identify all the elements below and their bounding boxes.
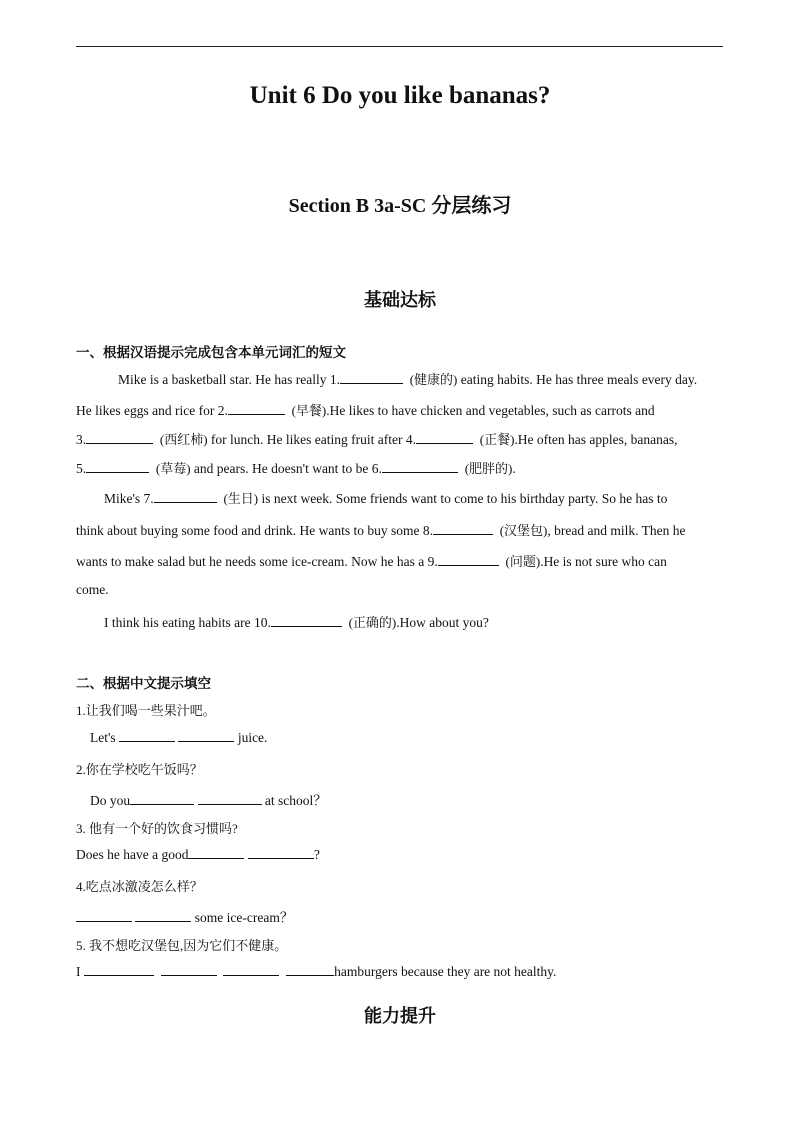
passage-line-2: He likes eggs and rice for 2. (早餐).He likes to have chicken and vegetables, such as carrots and bbox=[76, 403, 655, 418]
blank-3[interactable] bbox=[86, 432, 153, 444]
passage-line-3: 3. (西红柿) for lunch. He likes eating fruit after 4. (正餐).He often has apples, bananas, bbox=[76, 432, 678, 447]
blank-2[interactable] bbox=[228, 403, 285, 415]
passage-line-1: Mike is a basketball star. He has really 1. (健康的) eating habits. He has three meals every day. bbox=[118, 372, 698, 387]
answer-line-3: Does he have a good ? bbox=[76, 847, 320, 862]
page-title: Unit 6 Do you like bananas? bbox=[249, 82, 551, 109]
question-2: 2.你在学校吃午饭吗？ bbox=[76, 762, 203, 777]
blank-q1-a[interactable] bbox=[119, 730, 175, 742]
answer-line-4: some ice-cream？ bbox=[76, 906, 293, 926]
answer-line-1: Let's juice. bbox=[90, 730, 268, 745]
part1-heading: 一、根据汉语提示完成包含本单元词汇的短文 bbox=[76, 345, 346, 361]
blank-10[interactable] bbox=[271, 615, 342, 627]
answer-line-5: I hamburgers because they are not healthy. bbox=[76, 964, 557, 979]
blank-9[interactable] bbox=[438, 554, 499, 566]
blank-q5-b[interactable] bbox=[161, 964, 217, 976]
blank-q2-b[interactable] bbox=[198, 793, 262, 805]
blank-8[interactable] bbox=[433, 523, 493, 535]
question-3: 3. 他有一个好的饮食习惯吗? bbox=[76, 821, 238, 836]
section-subtitle: Section B 3a-SC 分层练习 bbox=[288, 195, 512, 217]
blank-q1-b[interactable] bbox=[178, 730, 234, 742]
question-1: 1.让我们喝一些果汁吧。 bbox=[76, 703, 216, 718]
blank-q4-a[interactable] bbox=[76, 910, 132, 922]
blank-4[interactable] bbox=[416, 432, 473, 444]
blank-q3-a[interactable] bbox=[188, 847, 244, 859]
blank-1[interactable] bbox=[340, 372, 403, 384]
level-heading-basic: 基础达标 bbox=[364, 290, 436, 310]
blank-q5-a[interactable] bbox=[84, 964, 154, 976]
blank-q5-c[interactable] bbox=[223, 964, 279, 976]
blank-7[interactable] bbox=[154, 491, 217, 503]
blank-q2-a[interactable] bbox=[130, 793, 194, 805]
blank-q3-b[interactable] bbox=[248, 847, 314, 859]
question-5: 5. 我不想吃汉堡包,因为它们不健康。 bbox=[76, 938, 288, 953]
blank-6[interactable] bbox=[382, 461, 458, 473]
passage-line-7: wants to make salad but he needs some ice-cream. Now he has a 9. (问题).He is not sure who can bbox=[76, 554, 667, 569]
blank-q5-d[interactable] bbox=[286, 964, 334, 976]
blank-q4-b[interactable] bbox=[135, 910, 191, 922]
passage-line-6: think about buying some food and drink. He wants to buy some 8. (汉堡包), bread and milk. Then he bbox=[76, 523, 686, 538]
part2-heading: 二、根据中文提示填空 bbox=[76, 676, 211, 692]
passage-line-8: come. bbox=[76, 582, 109, 597]
passage-line-4: 5. (草莓) and pears. He doesn't want to be 6. (肥胖的). bbox=[76, 461, 516, 476]
question-4: 4.吃点冰激凌怎么样？ bbox=[76, 879, 203, 894]
answer-line-2: Do you at school？ bbox=[90, 793, 327, 808]
passage-line-9: I think his eating habits are 10. (正确的).How about you? bbox=[104, 615, 489, 630]
top-rule bbox=[76, 46, 723, 47]
passage-line-5: Mike's 7. (生日) is next week. Some friends want to come to his birthday party. So he has to bbox=[104, 491, 668, 506]
blank-5[interactable] bbox=[86, 461, 149, 473]
level-heading-advanced: 能力提升 bbox=[364, 1006, 436, 1026]
